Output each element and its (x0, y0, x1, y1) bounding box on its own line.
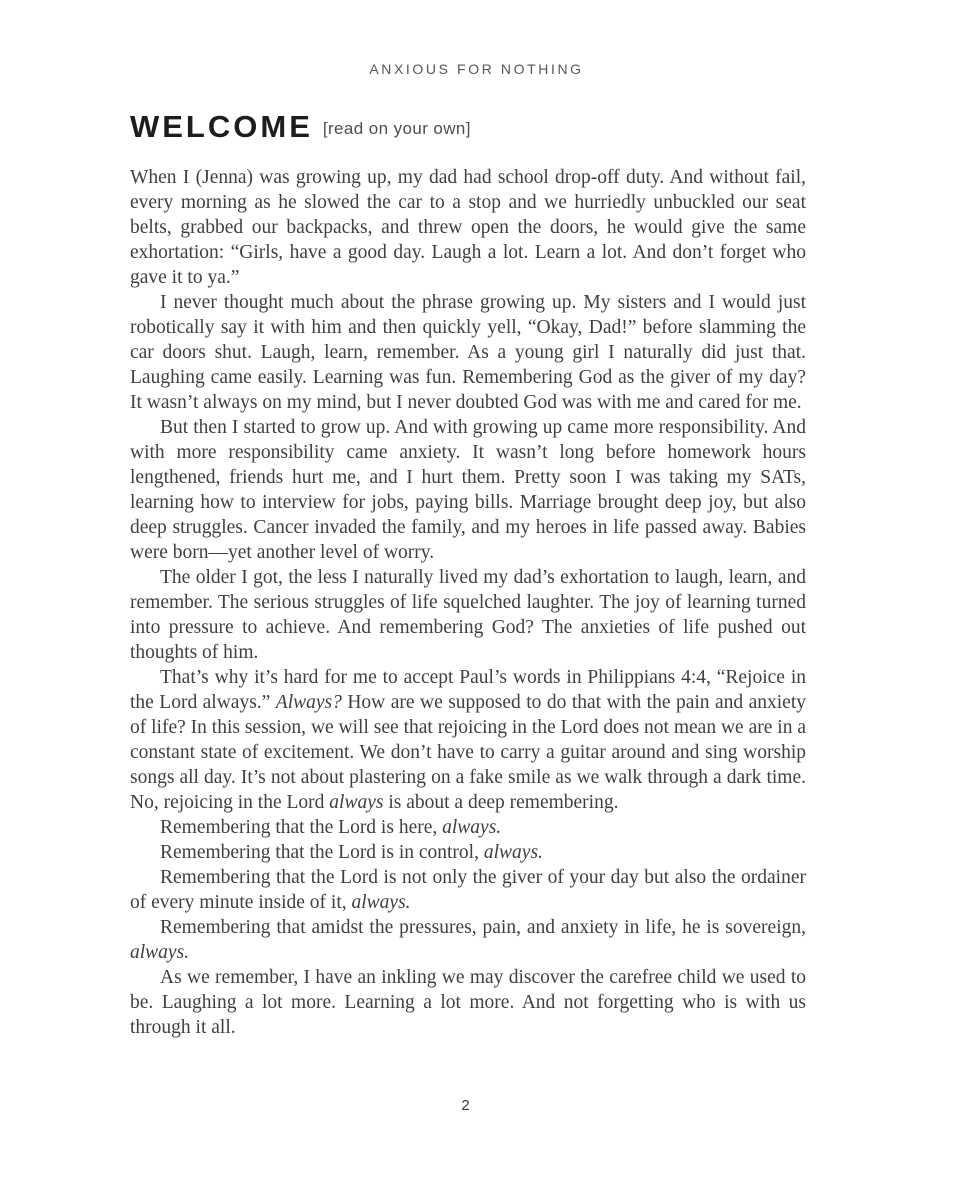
chapter-title-row (130, 108, 823, 145)
chapter-title: WELCOME (130, 109, 313, 144)
paragraph (130, 665, 806, 815)
text-run: How are we supposed to do that with the pain and anxiety of life? In this session, we will see that rejoicing in the Lord does not mean we are in a constant state of excitement. We don’t have to carry a guitar around and sing worship songs all day. It’s not about plastering on a fake smile as we walk through a dark time. No, rejoicing in the Lord (130, 692, 806, 813)
page-number: 2 (461, 1097, 470, 1114)
italic-text-run: always (329, 792, 384, 813)
paragraph (130, 865, 806, 915)
text-run: When I (Jenna) was growing up, my dad had school drop-off duty. And without fail, every morning as he slowed the car to a stop and we hurriedly unbuckled our seat belts, grabbed our backpacks, and threw open the doors, he would give the same exhortation: “Girls, have a good day. Laugh a lot. Learn a lot. And don’t forget who gave it to ya.” (130, 167, 806, 288)
text-run: Remembering that the Lord is here, (160, 817, 443, 838)
text-run: is about a deep remembering. (383, 792, 619, 813)
paragraph (130, 915, 806, 965)
text-run: I never thought much about the phrase growing up. My sisters and I would just robotically say it with him and then quickly yell, “Okay, Dad!” before slamming the car doors shut. Laugh, learn, remember. As a young girl I naturally did just that. Laughing came easily. Learning was fun. Remembering God as the giver of my day? It wasn’t always on my mind, but I never doubted God was with me and cared for me. (130, 292, 806, 413)
text-run: That’s why it’s hard for me to accept Paul’s words in Philippians 4:4, “Rejoice in the Lord always.” (130, 667, 806, 713)
body-text (130, 165, 806, 1040)
paragraph (130, 415, 806, 565)
text-run: Remembering that the Lord is in control, (160, 842, 484, 863)
chapter-title-annotation: [read on your own] (322, 119, 471, 138)
paragraph (130, 565, 806, 665)
italic-text-run: always. (442, 817, 502, 838)
italic-text-run: always. (130, 942, 190, 963)
paragraph (130, 965, 806, 1040)
paragraph (130, 290, 806, 415)
text-run: But then I started to grow up. And with growing up came more responsibility. And with more responsibility came anxiety. It wasn’t long before homework hours lengthened, friends hurt me, and I hurt them. Pretty soon I was taking my SATs, learning how to interview for jobs, paying bills. Marriage brought deep joy, but also deep struggles. Cancer invaded the family, and my heroes in life passed away. Babies were born—yet another level of worry. (130, 417, 806, 563)
paragraph (130, 815, 806, 840)
text-run: Remembering that amidst the pressures, pain, and anxiety in life, he is sovereign, (160, 917, 806, 938)
paragraph (130, 840, 806, 865)
text-run: As we remember, I have an inkling we may discover the carefree child we used to be. Laughing a lot more. Learning a lot more. And not forgetting who is with us through it all. (130, 967, 806, 1038)
text-run: Remembering that the Lord is not only the giver of your day but also the ordainer of every minute inside of it, (130, 867, 806, 913)
paragraph (130, 165, 806, 290)
italic-text-run: always. (483, 842, 543, 863)
text-run: The older I got, the less I naturally lived my dad’s exhortation to laugh, learn, and remember. The serious struggles of life squelched laughter. The joy of learning turned into pressure to achieve. And remembering God? The anxieties of life pushed out thoughts of him. (130, 567, 806, 663)
italic-text-run: Always? (275, 692, 342, 713)
italic-text-run: always. (351, 892, 411, 913)
running-header: ANXIOUS FOR NOTHING (369, 61, 584, 77)
